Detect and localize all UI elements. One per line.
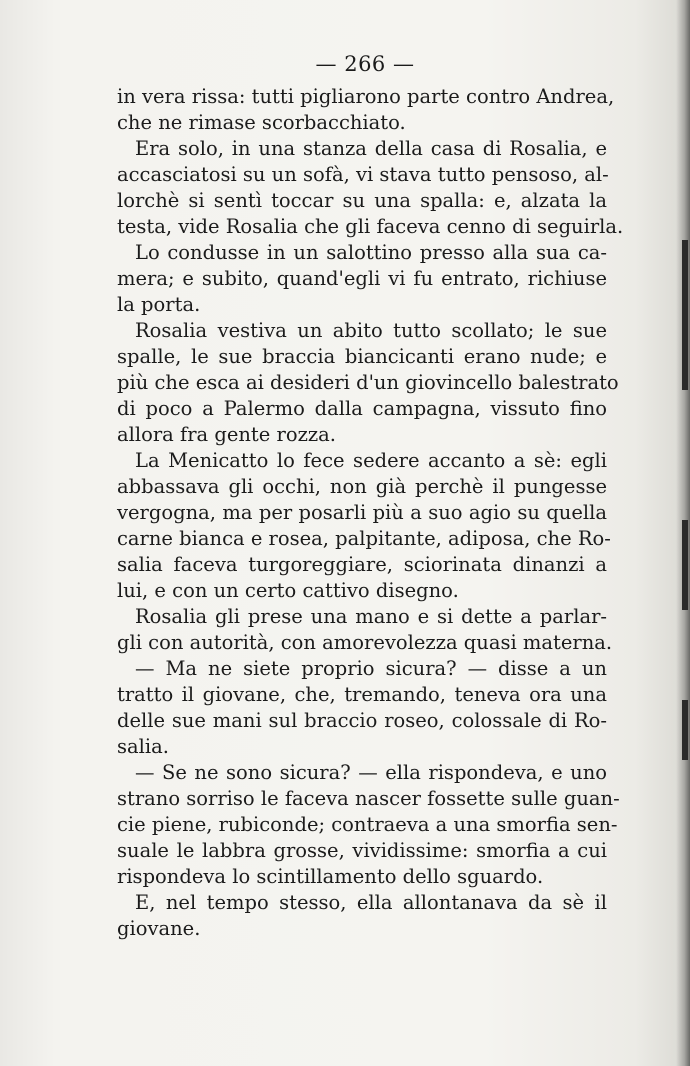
text-line: allora fra gente rozza. (117, 423, 336, 446)
text-line: suale le labbra grosse, vividissime: smorfia a cui (117, 839, 607, 862)
text-line: Rosalia gli prese una mano e si dette a parlar- (135, 605, 607, 628)
text-line: Rosalia vestiva un abito tutto scollato; le sue (135, 319, 607, 342)
text-line: di poco a Palermo dalla campagna, vissuto fino (117, 397, 607, 420)
text-line: delle sue mani sul braccio roseo, colossale di Ro- (117, 709, 607, 732)
text-line: Lo condusse in un salottino presso alla sua ca- (135, 241, 607, 264)
text-line: — Ma ne siete proprio sicura? — disse a un (135, 657, 607, 680)
text-line: E, nel tempo stesso, ella allontanava da sè il (135, 891, 607, 914)
page-edge-mark (682, 240, 688, 390)
text-line: che ne rimase scorbacchiato. (117, 111, 406, 134)
text-line: cie piene, rubiconde; contraeva a una smorfia sen- (117, 813, 618, 836)
text-line: Era solo, in una stanza della casa di Rosalia, e (135, 137, 607, 160)
text-line: la porta. (117, 293, 201, 316)
text-line: salia. (117, 735, 169, 758)
text-line: in vera rissa: tutti pigliarono parte contro Andrea, (117, 85, 615, 108)
text-line: vergogna, ma per posarli più a suo agio su quella (117, 501, 607, 524)
text-line: giovane. (117, 917, 201, 940)
page-number: — 266 — (315, 52, 415, 76)
text-line: lui, e con un certo cattivo disegno. (117, 579, 459, 602)
text-line: strano sorriso le faceva nascer fossette sulle guan- (117, 787, 620, 810)
text-line: mera; e subito, quand'egli vi fu entrato, richiuse (117, 267, 607, 290)
text-line: — Se ne sono sicura? — ella rispondeva, e uno (135, 761, 607, 784)
text-line: testa, vide Rosalia che gli faceva cenno di seguirla. (117, 215, 624, 238)
text-line: abbassava gli occhi, non già perchè il pungesse (117, 475, 607, 498)
text-line: rispondeva lo scintillamento dello sguardo. (117, 865, 544, 888)
text-line: gli con autorità, con amorevolezza quasi materna. (117, 631, 613, 654)
body-text (117, 84, 624, 942)
page-edge-mark (682, 700, 688, 760)
text-line: lorchè si sentì toccar su una spalla: e, alzata la (117, 189, 607, 212)
text-line: tratto il giovane, che, tremando, teneva ora una (117, 683, 607, 706)
text-line: accasciatosi su un sofà, vi stava tutto pensoso, al- (117, 163, 609, 186)
page-edge-mark (682, 520, 688, 610)
text-line: carne bianca e rosea, palpitante, adiposa, che Ro- (117, 527, 611, 550)
text-line: spalle, le sue braccia biancicanti erano nude; e (117, 345, 607, 368)
text-line: salia faceva turgoreggiare, sciorinata dinanzi a (117, 553, 607, 576)
text-line: La Menicatto lo fece sedere accanto a sè: egli (135, 449, 607, 472)
text-line: più che esca ai desideri d'un giovincello balestrato (117, 371, 619, 394)
